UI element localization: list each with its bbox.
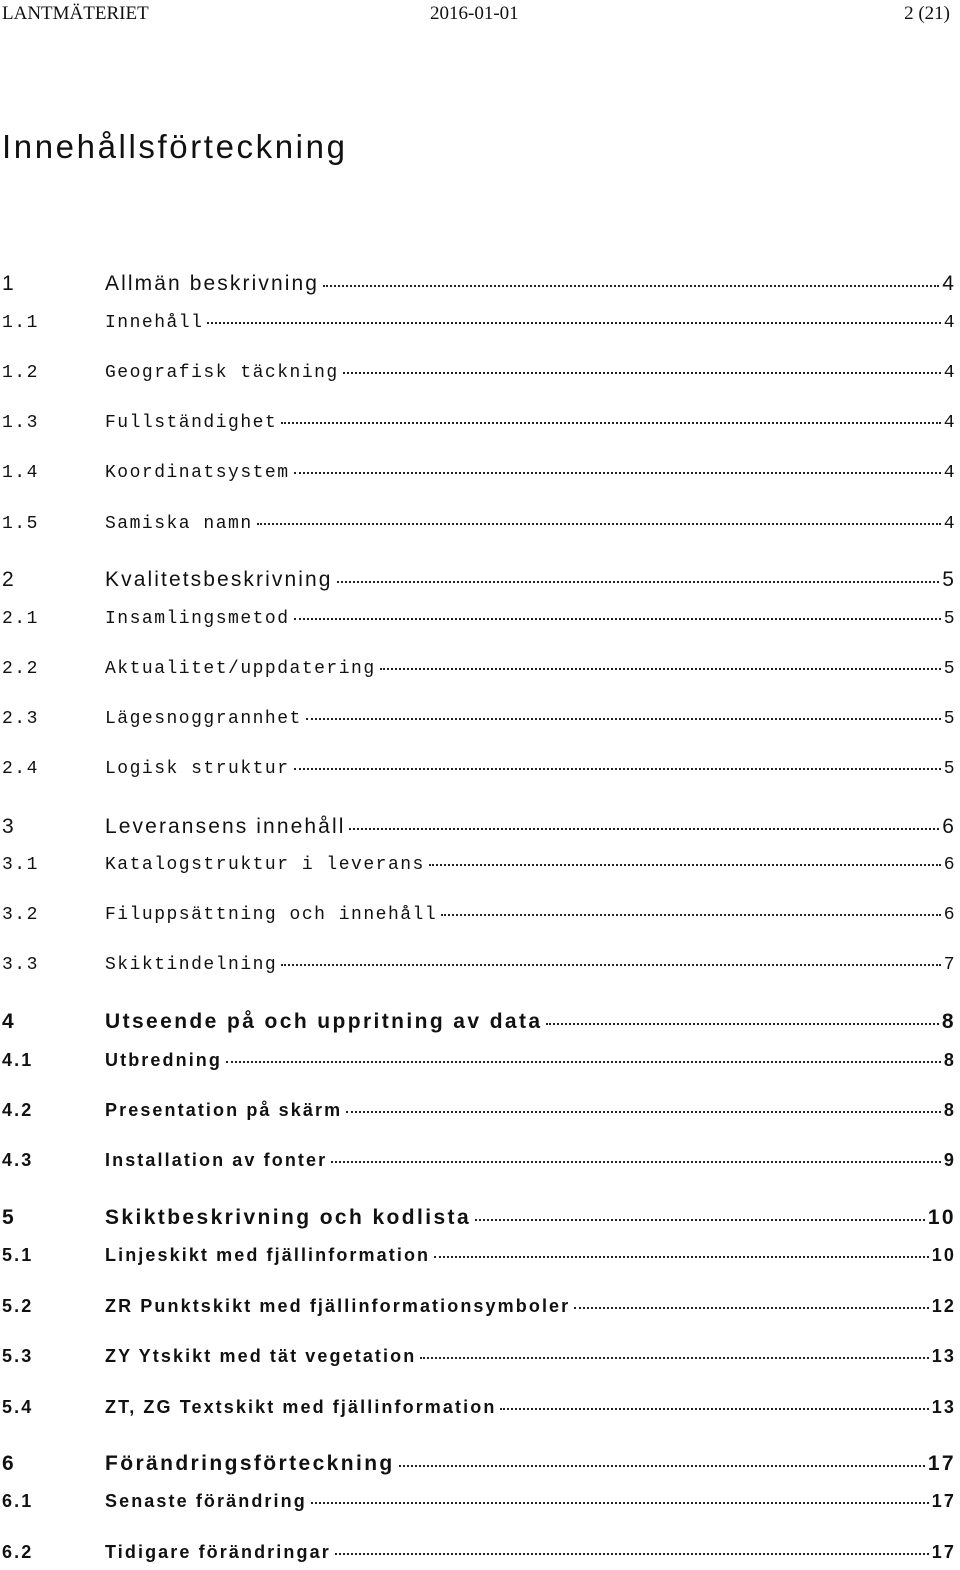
toc-dot-leader [226, 1061, 941, 1063]
page-title: Innehållsförteckning [2, 128, 348, 165]
toc-dot-leader [429, 864, 941, 866]
toc-entry-page: 17 [927, 1452, 956, 1475]
toc-entry-title: Presentation på skärm [105, 1100, 343, 1120]
toc-entry-title: Innehåll [105, 313, 204, 333]
toc-entry-title: Koordinatsystem [105, 463, 290, 483]
toc-entry-number: 1.2 [2, 363, 39, 383]
toc-entry-page: 4 [943, 363, 956, 383]
toc-entry-number: 3.2 [2, 905, 39, 925]
toc-entry-page: 13 [931, 1346, 956, 1366]
toc-entry-page: 4 [942, 272, 956, 295]
toc-entry[interactable] [2, 815, 956, 843]
document-date: 2016-01-01 [430, 3, 519, 24]
toc-entry-number: 6.2 [2, 1542, 34, 1562]
toc-entry[interactable] [2, 1452, 956, 1480]
toc-entry-number: 3.1 [2, 855, 39, 875]
toc-entry-title: Katalogstruktur i leverans [105, 855, 425, 875]
toc-entry-page: 9 [943, 1150, 956, 1170]
toc-dot-leader [323, 285, 939, 287]
toc-entry-number: 3 [2, 815, 16, 838]
toc-entry[interactable] [2, 1050, 956, 1078]
toc-entry-page: 10 [927, 1206, 956, 1229]
toc-entry[interactable] [2, 313, 956, 341]
toc-entry-number: 5 [2, 1206, 17, 1229]
toc-entry-title: Senaste förändring [105, 1491, 307, 1511]
toc-entry-title: Linjeskikt med fjällinformation [105, 1245, 431, 1265]
toc-dot-leader [207, 322, 940, 324]
toc-entry-number: 5.1 [2, 1245, 34, 1265]
toc-entry-title: Utseende på och uppritning av data [105, 1010, 543, 1033]
toc-entry-number: 1.5 [2, 514, 39, 534]
toc-entry-page: 6 [943, 905, 956, 925]
toc-entry-number: 1.3 [2, 413, 39, 433]
toc-entry-title: Filuppsättning och innehåll [105, 905, 438, 925]
toc-dot-leader [335, 1553, 929, 1555]
toc-dot-leader [294, 618, 941, 620]
toc-entry-number: 5.4 [2, 1397, 34, 1417]
toc-entry-number: 1 [2, 272, 16, 295]
toc-entry-page: 4 [943, 313, 956, 333]
toc-entry-page: 4 [943, 463, 956, 483]
toc-entry-title: Kvalitetsbeskrivning [105, 568, 333, 591]
toc-dot-leader [257, 523, 941, 525]
toc-entry-page: 17 [931, 1542, 956, 1562]
toc-dot-leader [281, 422, 940, 424]
toc-entry-title: Aktualitet/uppdatering [105, 659, 376, 679]
toc-entry-page: 8 [941, 1010, 956, 1033]
toc-entry-number: 6.1 [2, 1491, 34, 1511]
toc-entry[interactable] [2, 568, 956, 596]
toc-entry-title: ZY Ytskikt med tät vegetation [105, 1346, 417, 1366]
toc-dot-leader [331, 1161, 941, 1163]
toc-entry-title: Skiktindelning [105, 955, 278, 975]
toc-entry-title: Lägesnoggrannhet [105, 709, 302, 729]
toc-entry-page: 5 [943, 659, 956, 679]
toc-entry-page: 17 [931, 1491, 956, 1511]
toc-entry-page: 4 [943, 514, 956, 534]
toc-entry[interactable] [2, 413, 956, 441]
toc-dot-leader [500, 1408, 928, 1410]
toc-entry-number: 2.4 [2, 759, 39, 779]
toc-entry-number: 6 [2, 1452, 17, 1475]
toc-entry[interactable] [2, 272, 956, 300]
toc-entry[interactable] [2, 363, 956, 391]
toc-entry-number: 1.1 [2, 313, 39, 333]
toc-dot-leader [281, 964, 940, 966]
toc-entry-title: Fullständighet [105, 413, 278, 433]
toc-entry[interactable] [2, 1346, 956, 1374]
toc-entry-title: Geografisk täckning [105, 363, 339, 383]
toc-entry-title: Allmän beskrivning [105, 272, 320, 295]
toc-entry[interactable] [2, 609, 956, 637]
toc-dot-leader [294, 472, 941, 474]
toc-entry[interactable] [2, 514, 956, 542]
toc-dot-leader [343, 372, 941, 374]
toc-entry-number: 2.2 [2, 659, 39, 679]
toc-entry[interactable] [2, 855, 956, 883]
toc-entry[interactable] [2, 1296, 956, 1324]
toc-entry-title: ZR Punktskikt med fjällinformationsymboler [105, 1296, 571, 1316]
toc-entry-title: Insamlingsmetod [105, 609, 290, 629]
toc-entry-title: Leveransens innehåll [105, 815, 346, 838]
toc-dot-leader [311, 1502, 929, 1504]
toc-entry[interactable] [2, 1542, 956, 1570]
toc-entry-title: Samiska namn [105, 514, 253, 534]
toc-entry[interactable] [2, 709, 956, 737]
toc-entry-number: 2.1 [2, 609, 39, 629]
toc-dot-leader [346, 1111, 941, 1113]
toc-entry-title: Skiktbeskrivning och kodlista [105, 1206, 472, 1229]
toc-entry-number: 4 [2, 1010, 17, 1033]
toc-entry-page: 13 [931, 1397, 956, 1417]
toc-entry-number: 4.1 [2, 1050, 34, 1070]
toc-entry-page: 5 [943, 709, 956, 729]
toc-dot-leader [546, 1023, 938, 1025]
toc-entry[interactable] [2, 1491, 956, 1519]
toc-entry[interactable] [2, 1150, 956, 1178]
toc-entry[interactable] [2, 659, 956, 687]
toc-dot-leader [574, 1307, 928, 1309]
toc-entry-title: Utbredning [105, 1050, 222, 1070]
toc-dot-leader [349, 828, 939, 830]
toc-entry-title: Logisk struktur [105, 759, 290, 779]
toc-entry-number: 5.2 [2, 1296, 34, 1316]
toc-entry[interactable] [2, 463, 956, 491]
toc-entry-title: Tidigare förändringar [105, 1542, 331, 1562]
toc-entry[interactable] [2, 1100, 956, 1128]
toc-entry-number: 2 [2, 568, 16, 591]
toc-entry-number: 5.3 [2, 1346, 34, 1366]
toc-entry-title: Förändringsförteckning [105, 1452, 395, 1475]
toc-entry[interactable] [2, 905, 956, 933]
toc-entry-title: ZT, ZG Textskikt med fjällinformation [105, 1397, 497, 1417]
toc-entry-page: 6 [943, 855, 956, 875]
toc-dot-leader [294, 768, 941, 770]
toc-entry-page: 12 [931, 1296, 956, 1316]
toc-entry[interactable] [2, 1206, 956, 1234]
toc-dot-leader [399, 1465, 925, 1467]
toc-dot-leader [380, 668, 941, 670]
toc-entry-page: 5 [943, 759, 956, 779]
organization-name: LANTMÄTERIET [2, 3, 149, 24]
page-number: 2 (21) [904, 3, 950, 24]
toc-entry-page: 8 [943, 1100, 956, 1120]
toc-entry-page: 5 [943, 609, 956, 629]
toc-entry-page: 5 [942, 568, 956, 591]
toc-entry-number: 4.3 [2, 1150, 34, 1170]
toc-entry[interactable] [2, 1010, 956, 1038]
toc-entry-number: 2.3 [2, 709, 39, 729]
toc-entry-title: Installation av fonter [105, 1150, 328, 1170]
toc-entry-page: 10 [931, 1245, 956, 1265]
toc-entry-page: 4 [943, 413, 956, 433]
toc-entry[interactable] [2, 1397, 956, 1425]
toc-entry-page: 6 [942, 815, 956, 838]
toc-dot-leader [337, 581, 940, 583]
toc-entry-number: 1.4 [2, 463, 39, 483]
toc-entry-number: 4.2 [2, 1100, 34, 1120]
toc-entry[interactable] [2, 759, 956, 787]
toc-entry-page: 7 [943, 955, 956, 975]
toc-entry[interactable] [2, 1245, 956, 1273]
toc-entry-number: 3.3 [2, 955, 39, 975]
toc-entry[interactable] [2, 955, 956, 983]
toc-dot-leader [441, 914, 941, 916]
toc-entry-page: 8 [943, 1050, 956, 1070]
toc-dot-leader [420, 1357, 928, 1359]
toc-dot-leader [306, 718, 941, 720]
toc-dot-leader [434, 1256, 929, 1258]
toc-dot-leader [475, 1219, 925, 1221]
